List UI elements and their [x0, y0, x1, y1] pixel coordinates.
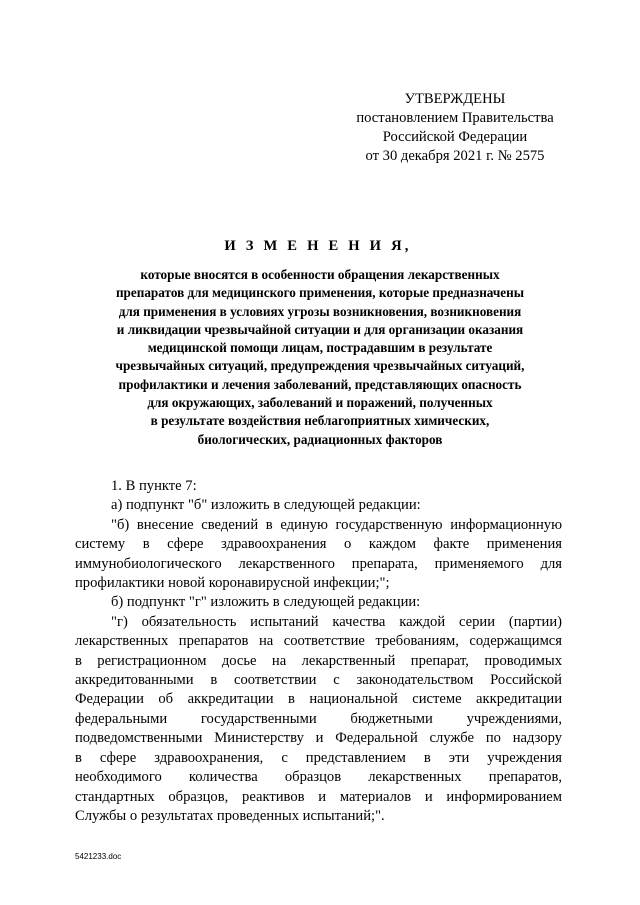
- text-line: Службы о результатах проведенных испытаний;".: [75, 807, 385, 824]
- text-line: стандартных образцов, реактивов и материалов и информированием: [75, 788, 562, 805]
- document-subtitle: [60, 266, 580, 449]
- subtitle-line: чрезвычайных ситуаций, предупреждения чрезвычайных ситуаций,: [115, 358, 525, 374]
- text-line: в сфере здравоохранения, с представлением в эти учреждения: [75, 749, 562, 766]
- paragraph-quote-g: [75, 613, 562, 826]
- text-line: аккредитованными в соответствии с законодательством Российской: [75, 672, 562, 689]
- approval-line: постановлением Правительства: [356, 110, 554, 126]
- document-body: [75, 477, 562, 826]
- subtitle-line: препаратов для медицинского применения, которые предназначены: [115, 285, 525, 301]
- text-line: профилактики новой коронавирусной инфекции;";: [75, 575, 390, 592]
- text-line: систему в сфере здравоохранения о каждом факте применения: [75, 536, 562, 553]
- approval-line: Российской Федерации: [382, 129, 528, 145]
- text-line: в регистрационном досье на лекарственный препарат, проводимых: [75, 652, 562, 669]
- approval-heading: УТВЕРЖДЕНЫ: [404, 91, 506, 107]
- paragraph-quote-b: [75, 516, 562, 594]
- text-line: Федерации об аккредитации в национальной системе аккредитации: [75, 691, 562, 708]
- subtitle-line: профилактики и лечения заболеваний, представляющих опасность: [118, 376, 522, 392]
- text-line: федеральными государственными бюджетными учреждениями,: [75, 710, 562, 727]
- paragraph-subpoint-b: б) подпункт "г" изложить в следующей редакции:: [111, 594, 421, 611]
- subtitle-line: для окружающих, заболеваний и поражений, полученных: [147, 395, 493, 411]
- subtitle-line: биологических, радиационных факторов: [197, 431, 443, 447]
- subtitle-line: медицинской помощи лицам, пострадавшим в результате: [147, 340, 493, 356]
- text-line: иммунобиологического лекарственного препарата, применяемого для: [75, 555, 562, 572]
- file-name-footer: 5421233.doc: [75, 852, 122, 861]
- approval-date-number: от 30 декабря 2021 г. № 2575: [365, 148, 545, 164]
- paragraph-subpoint-a: а) подпункт "б" изложить в следующей редакции:: [111, 497, 421, 514]
- text-line: подведомственными Министерству и Федеральной службе по надзору: [75, 730, 562, 747]
- paragraph-point-7: 1. В пункте 7:: [111, 478, 197, 494]
- subtitle-line: и ликвидации чрезвычайной ситуации и для организации оказания: [116, 321, 524, 337]
- text-line: "г) обязательность испытаний качества каждой серии (партии): [111, 613, 562, 630]
- subtitle-line: для применения в условиях угрозы возникновения, возникновения: [118, 303, 522, 319]
- text-line: лекарственных препаратов на соответствие требованиям, содержащимся: [75, 633, 562, 650]
- subtitle-line: в результате воздействия неблагоприятных химических,: [150, 413, 490, 429]
- approval-block: [340, 90, 570, 166]
- subtitle-line: которые вносятся в особенности обращения лекарственных: [140, 267, 500, 282]
- text-line: "б) внесение сведений в единую государственную информационную: [111, 516, 562, 533]
- document-title: И З М Е Н Е Н И Я,: [224, 238, 412, 254]
- text-line: необходимого количества образцов лекарственных препаратов,: [75, 769, 562, 786]
